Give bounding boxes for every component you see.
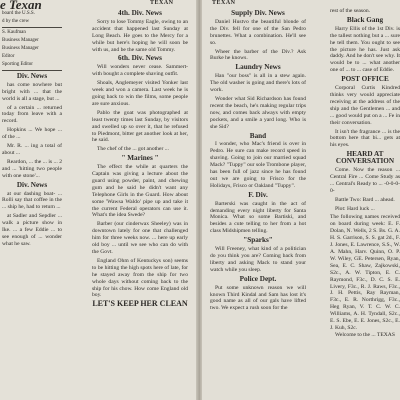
article-paragraph: has come nowhere but bright with ... that the world is all a stage, but ...: [2, 81, 62, 102]
left-page: [0, 0, 198, 400]
section-heading: POST OFFICE: [341, 75, 389, 84]
staff-line: Editor: [2, 53, 15, 59]
section-heading: HEARD AT CONVERSATION: [335, 150, 395, 166]
staff-line: Business Manager: [2, 45, 39, 51]
article-paragraph: Come. Now the reason ... Central Fire ... Come Study as ... Central's Ready to ... -0-0-0-0-: [330, 167, 400, 194]
article-paragraph: England Ohm of Kentuckys son) seems to be hitting the high spots here of late, for he stayed away from the ship for two whole days without coming back to the ship for his chow. How come England old boy.: [92, 257, 188, 299]
staff-line: S. Kaufman: [2, 29, 26, 35]
staff-line: board the U.S.S.: [2, 10, 35, 16]
staff-line: Business Manager: [2, 37, 39, 43]
staff-line: Sporting Editor: [2, 61, 33, 67]
masthead: e Texan: [0, 0, 42, 12]
article-paragraph: Shoals, Anglemeyer visited Yonker last week and won a camera. Last week he is going back to win the films, some people are sure anxious.: [92, 80, 188, 107]
section-heading: Laundry News: [235, 63, 281, 72]
section-heading: Police Dept.: [239, 274, 277, 283]
article-paragraph: Will wonders never cease. Sammert-with bought a complete shaving outfit.: [92, 64, 188, 78]
article-paragraph: rest of the season.: [330, 8, 371, 14]
closing-slogan: LET'S KEEP HER CLEAN: [92, 299, 188, 309]
section-heading: Supply Div. News: [231, 9, 285, 17]
article-paragraph: Put some unknown reason we will known Third Kindal and Sam has lost it's good name as all of our gals have lifted two. We expect a rush soon for the: [210, 284, 306, 312]
article-paragraph: of a certain ... returned today from leave with a record.: [2, 104, 62, 125]
article-paragraph: Barber (our cinderwax Sheeley) was in downtown lately for one that challenged him for three weeks now. ... here up early old boy ... until we see who can do with the Govt.: [92, 221, 188, 255]
article-paragraph: Battle Two: Bard ... ahead.: [335, 196, 395, 203]
column-staff-and-div-news: [0, 0, 62, 250]
article-paragraph: at our dashing boat- ... Rolli say that coffee in the ... ship he, had to return ...: [2, 190, 62, 211]
roster-paragraph: The following names received on board during week: E. F. Dolan, N. Wells, 2 S. Bs. G. A. H. S. Garrison, S. S. gat 2d., F. J. Jones, E. Lawrence, S.S., W. A. Mahn, Harv. Quinn, O. P. W. Wiley, GE. Petersen, Ryan, Sea, E. C. Shaw, Zajkowski, S2c., A. W. Tipton, E. C. Raymond, F3c., D. C. S. E. Livery, F3c., R. J. Raws, F3c., J. H. Pettis, Ray Rayman, F3c., E. R. Northrigg, F3c., Heg Ryan, V. T. C. W. C. Williams, A. H. Tyndall, S2c., E. S. Ebe, E. E. Jones, S2c., E. J. Kuh, S2c.: [330, 214, 400, 331]
article-paragraph: Hopkins ... We hope ... of the ...: [2, 127, 62, 141]
divider: [2, 70, 62, 71]
article-paragraph: Reardon, ... the ... is ... 2 and ... 'hitting two people with one stone'...: [2, 158, 62, 179]
article-paragraph: Wonder what Sid Richardson has found recent the beach, he's making regular trips now, and comes back always with empty pockets, and a smile a yard long. Who is she Sid?: [210, 95, 306, 130]
article-paragraph: The chef of the ... got another ...: [97, 146, 169, 153]
section-heading: Band: [249, 131, 267, 140]
column-black-gang-post-office: [330, 8, 400, 341]
running-head: TEXAN: [212, 0, 236, 6]
article-paragraph: Sorry to lose Tommy Eagle, owing to an accident that happened last Sunday at Long Beach. He goes to the Mercy for a while but here's hoping he will soon be with us, and be the same old Tommy.: [92, 18, 188, 53]
closing-line: Welcome to the ... TEXAS: [335, 331, 395, 338]
section-heading: Black Gang: [346, 15, 384, 24]
section-heading: F. Div.: [248, 190, 268, 199]
article-paragraph: Harry Ellis of the 1st Div. is the tallest nothing but a ... sure he tell them. You ought to see the picture he has. Just ask daddy. And he don't see why. It would be to ... what another one of ... to ... case of Eddie.: [330, 25, 400, 74]
column-div-news: [92, 8, 188, 310]
section-heading: Div. News: [16, 71, 48, 80]
article-paragraph: It isn't the fragrance ... is the bottom here that bi... gets at his eyes.: [330, 128, 400, 149]
staff-line: d by the crew: [2, 18, 30, 24]
section-heading: "Sparks": [243, 236, 273, 245]
article-paragraph: Will Freeney, what kind of a politician do you think you are? Coming back from liberty and asking Mack to stand your watch while you sleep.: [210, 246, 306, 273]
running-head: TEXAN: [150, 0, 174, 6]
article-paragraph: I wonder, who Mac's friend is over in Pedro. He sure can make record speed in shaving. Going to join our married squad Mack? "Tuppy" our sole Trombone player, has been full of jazz since he has found out we are going to Frisco for the Holidays, Frisco or Oakland "Tuppy".: [210, 141, 306, 189]
column-supply-laundry-band: [210, 8, 306, 314]
article-paragraph: at Sadler and Sepdler ... walk a picture show in Ike. ... a few Eddie ... to see enough of ... wonder what he saw.: [2, 213, 62, 247]
article-paragraph: Han "our boss" is all in a stew again. The old washer is going and there's lots of work.: [210, 73, 306, 94]
article-paragraph: Wheer the barber of the Div.? Ask Burke he knows.: [210, 48, 306, 62]
article-paragraph: Corporal Curtis Kindred thinks very would appreciate receiving at the address of the ship and the Gentlemen ... and ... good would put on a ... Fe in their conversation.: [330, 85, 400, 126]
article-paragraph: Plot: Hard luck ...: [335, 205, 375, 212]
article-paragraph: Daniel Hustvo the beautiful blonde of the Div. fell for one of the San Pedro brunettes. What a combination. He'll see so.: [210, 18, 306, 46]
right-page: [202, 0, 400, 400]
section-heading: 6th. Div. News: [118, 54, 162, 63]
article-paragraph: Barterski was caught in the act of demanding every night liberty for Santa Monica. What so some Bartiski, and besides a cute telling to her from a hot class Midshipmen telling.: [210, 200, 306, 235]
article-paragraph: The effect the while at quarters the Captain was giving a lecture about the guard using powder, paint, and chewing gum and he said he didn't want any Telephone Girls in the Guard. How about some 'Wawsa Waldo' pipe up and take it the current Federal operators can use it. What's the idea Swede?: [92, 164, 188, 219]
article-paragraph: Mr. R. ... ing a total of about ...: [2, 143, 62, 156]
article-paragraph: Pablo the goat was photographed at least twenty times last Sunday, by visitors and swelled up so over it, that he refused to Piedmont, bitter get another look at her, he said.: [92, 109, 188, 144]
section-heading: Div. News: [16, 180, 48, 189]
divider: [2, 27, 62, 28]
section-heading: " Marines ": [121, 154, 159, 163]
section-heading: 4th. Div. News: [118, 9, 162, 17]
